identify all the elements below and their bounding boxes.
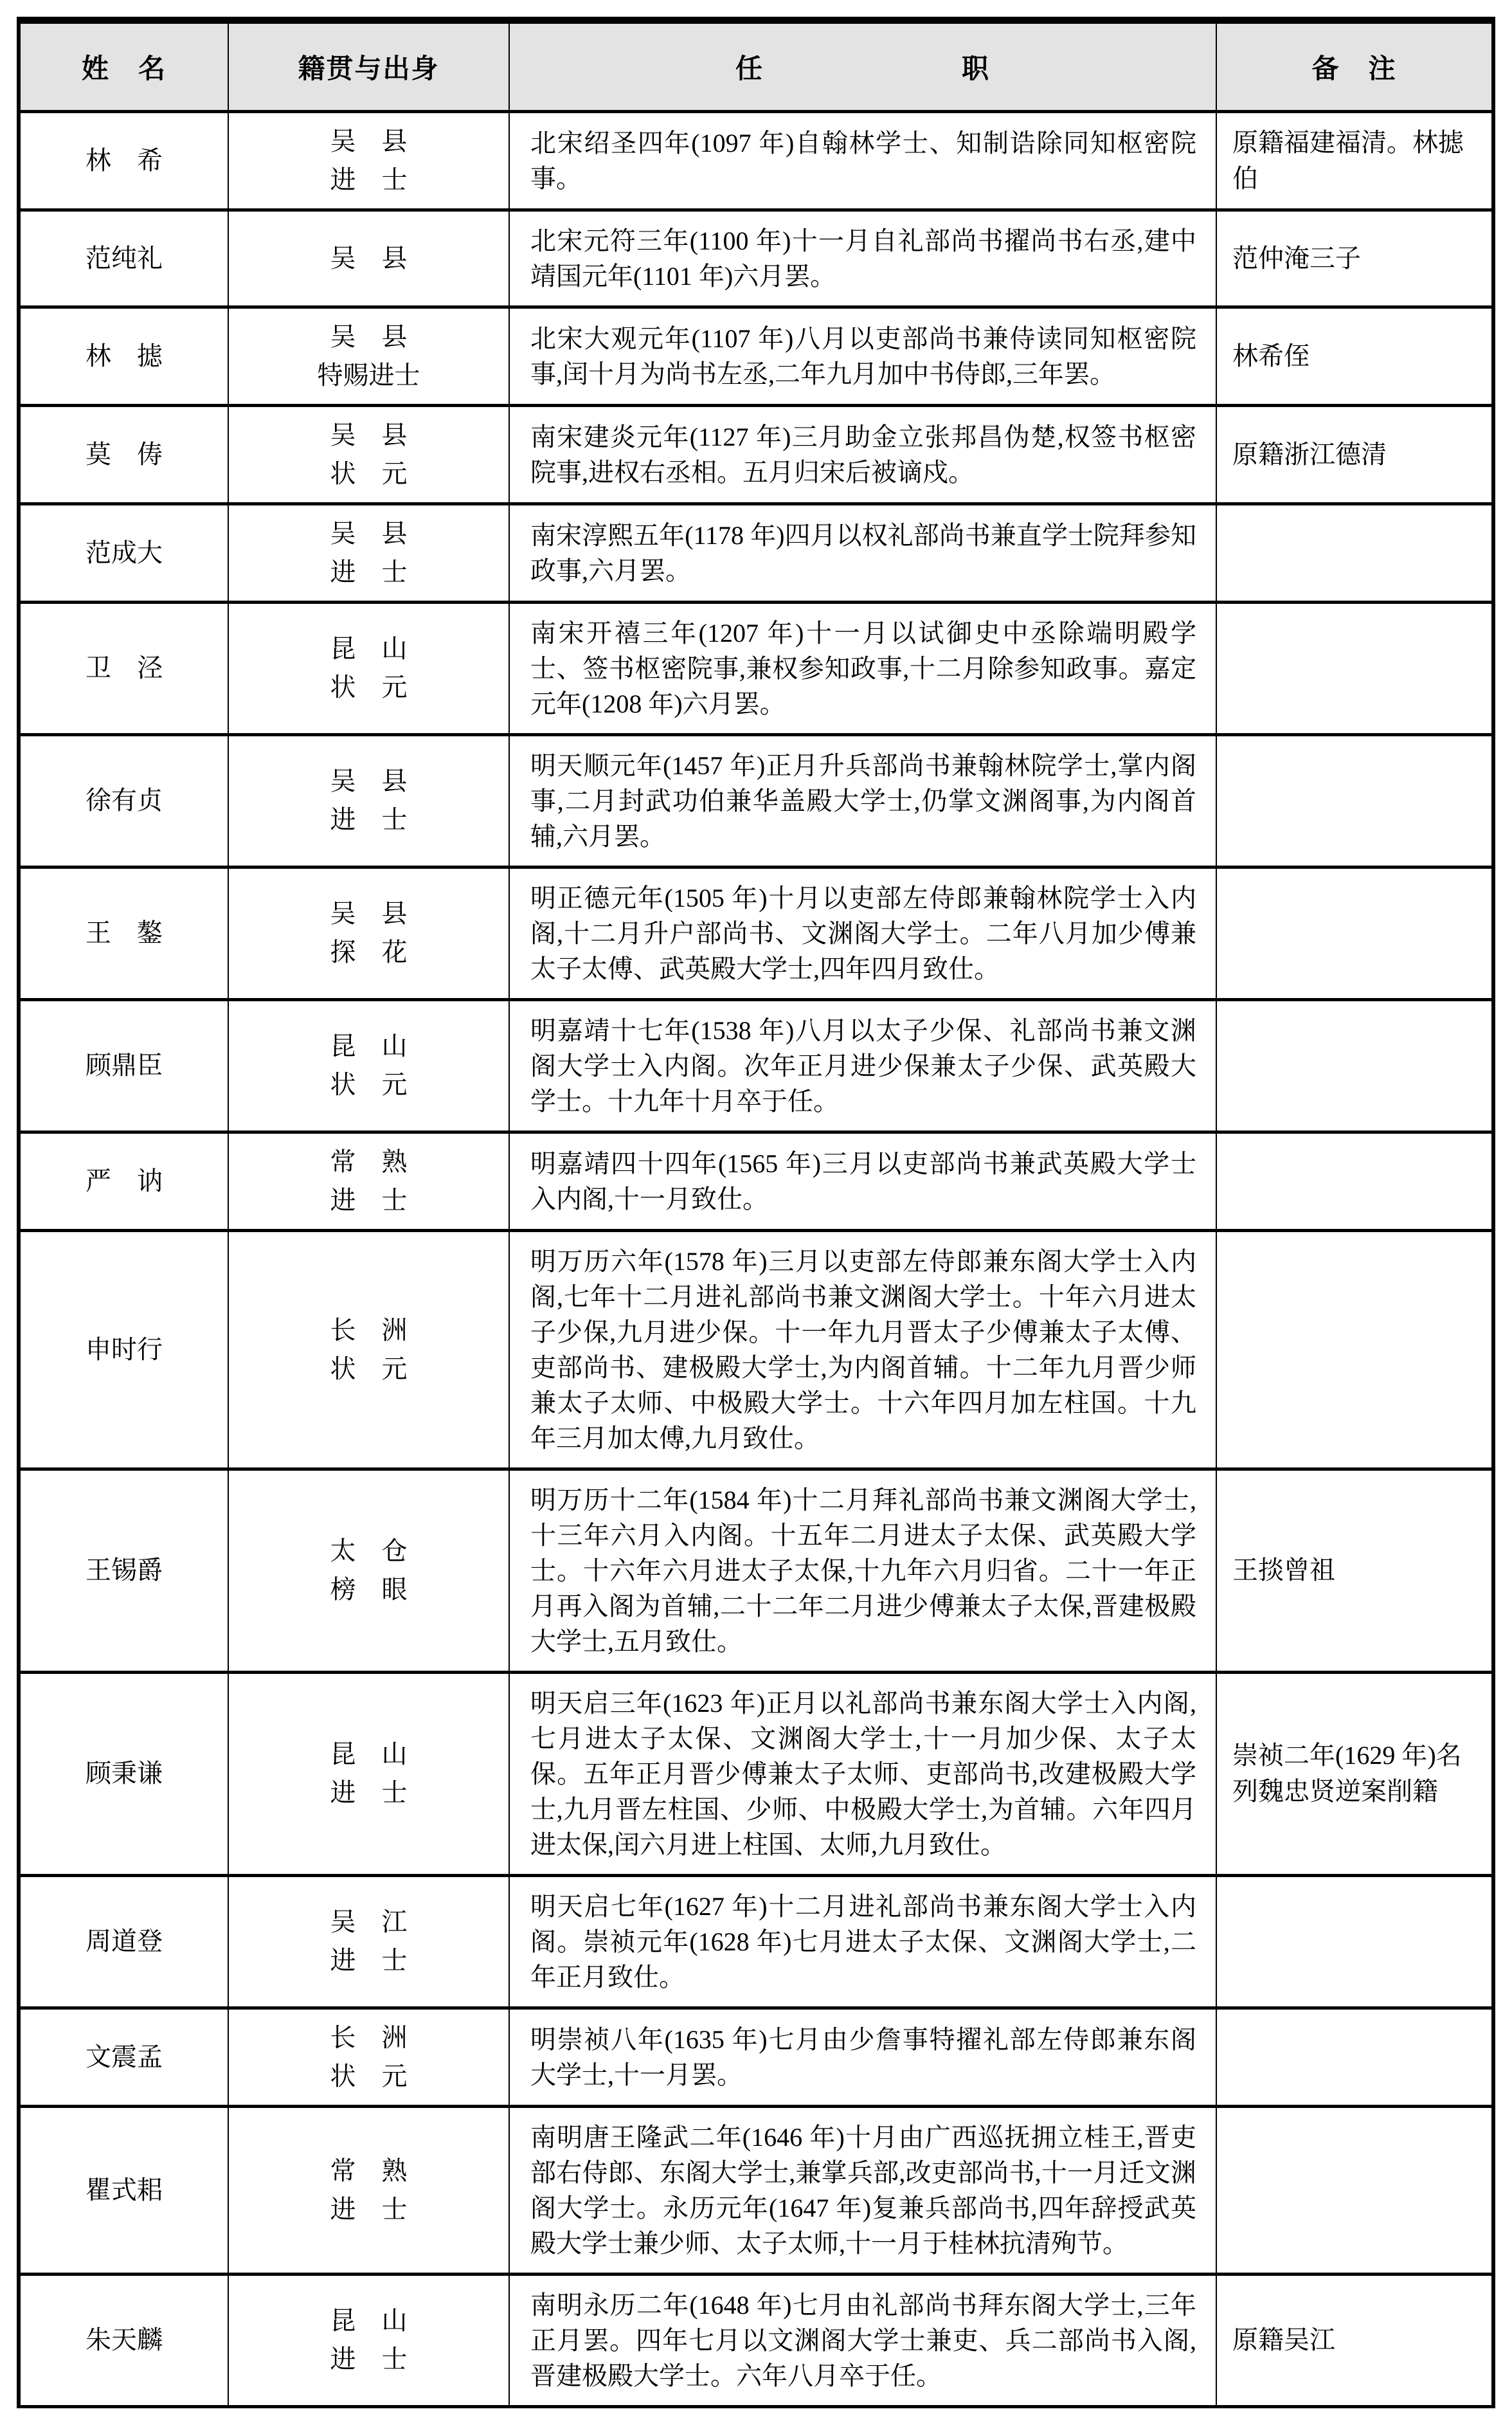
origin-line: 状 元 — [330, 459, 408, 488]
table-row — [21, 1469, 1491, 1672]
appointment-text: 明正德元年(1505 年)十月以吏部左侍郎兼翰林院学士入内阁,十二月升户部尚书、文渊阁大学士。二年八月加少傅兼太子太傅、武英殿大学士,四年四月致仕。 — [509, 867, 1216, 999]
origin-line: 昆 山 — [330, 1031, 408, 1060]
origin-line: 进 士 — [330, 165, 408, 194]
officials-table — [21, 24, 1491, 2405]
origin-status — [228, 2008, 509, 2106]
official-name: 朱天麟 — [86, 2325, 163, 2354]
origin-line: 长 洲 — [330, 1315, 408, 1345]
official-name: 林 希 — [86, 145, 163, 175]
official-name: 林 摅 — [86, 341, 163, 370]
appointment-text: 南宋淳熙五年(1178 年)四月以权礼部尚书兼直学士院拜参知政事,六月罢。 — [509, 504, 1216, 602]
origin-line: 昆 山 — [330, 1739, 408, 1768]
origin-line: 状 元 — [330, 2061, 408, 2091]
origin-line: 进 士 — [330, 557, 408, 586]
origin-line: 吴 县 — [330, 126, 408, 156]
table-row — [21, 504, 1491, 602]
appointment-text: 明万历六年(1578 年)三月以吏部左侍郎兼东阁大学士入内阁,七年十二月进礼部尚书兼文渊阁大学士。十年六月进太子少保,九月进少保。十一年九月晋太子少傅兼太子太傅、吏部尚书、建极殿大学士,为内阁首辅。十二年九月晋少师兼太子太师、中极殿大学士。十六年四月加左柱国。十九年三月加太傅,九月致仕。 — [509, 1230, 1216, 1469]
origin-status — [228, 1875, 509, 2008]
remark-text — [1216, 602, 1491, 734]
appointment-text: 北宋元符三年(1100 年)十一月自礼部尚书擢尚书右丞,建中靖国元年(1101 年)六月罢。 — [509, 210, 1216, 307]
origin-status — [228, 2274, 509, 2405]
origin-line: 状 元 — [330, 1070, 408, 1099]
remark-text — [1216, 1230, 1491, 1469]
table-row — [21, 2008, 1491, 2106]
appointment-text: 明崇祯八年(1635 年)七月由少詹事特擢礼部左侍郎兼东阁大学士,十一月罢。 — [509, 2008, 1216, 2106]
table-row — [21, 2274, 1491, 2405]
origin-line: 进 士 — [330, 2345, 408, 2374]
header-origin: 籍贯与出身 — [228, 24, 509, 111]
origin-status — [228, 307, 509, 405]
origin-status — [228, 405, 509, 504]
official-name: 莫 俦 — [86, 439, 163, 469]
origin-line: 常 熟 — [330, 2156, 408, 2185]
appointment-text: 明天启七年(1627 年)十二月进礼部尚书兼东阁大学士入内阁。崇祯元年(1628 年)七月进太子太保、文渊阁大学士,二年正月致仕。 — [509, 1875, 1216, 2008]
origin-status — [228, 2106, 509, 2274]
remark-text: 原籍福建福清。林摅伯 — [1216, 111, 1491, 210]
origin-line: 特赐进士 — [317, 360, 420, 390]
origin-line: 吴 县 — [330, 243, 408, 273]
official-name: 王锡爵 — [86, 1556, 163, 1585]
appointment-text: 南宋建炎元年(1127 年)三月助金立张邦昌伪楚,权签书枢密院事,进权右丞相。五月归宋后被谪戍。 — [509, 405, 1216, 504]
appointment-text: 北宋绍圣四年(1097 年)自翰林学士、知制诰除同知枢密院事。 — [509, 111, 1216, 210]
origin-line: 太 仓 — [330, 1536, 408, 1565]
official-name: 徐有贞 — [86, 786, 163, 815]
origin-line: 吴 县 — [330, 420, 408, 450]
origin-status — [228, 999, 509, 1132]
official-name: 文震孟 — [86, 2042, 163, 2071]
remark-text: 范仲淹三子 — [1216, 210, 1491, 307]
origin-status — [228, 734, 509, 867]
origin-status — [228, 867, 509, 999]
official-name: 范成大 — [86, 538, 163, 567]
origin-status — [228, 210, 509, 307]
origin-line: 昆 山 — [330, 634, 408, 663]
official-name: 严 讷 — [86, 1166, 163, 1195]
official-name: 周道登 — [86, 1927, 163, 1956]
table-row — [21, 734, 1491, 867]
official-name: 顾鼎臣 — [86, 1051, 163, 1080]
origin-line: 常 熟 — [330, 1147, 408, 1176]
origin-status — [228, 111, 509, 210]
origin-line: 榜 眼 — [330, 1575, 408, 1604]
official-name: 瞿式耜 — [86, 2175, 163, 2204]
official-name: 王 鏊 — [86, 918, 163, 947]
origin-line: 进 士 — [330, 805, 408, 834]
table-row — [21, 307, 1491, 405]
remark-text — [1216, 867, 1491, 999]
origin-line: 状 元 — [330, 673, 408, 702]
remark-text — [1216, 2008, 1491, 2106]
remark-text — [1216, 1875, 1491, 2008]
origin-line: 长 洲 — [330, 2022, 408, 2052]
remark-text: 崇祯二年(1629 年)名列魏忠贤逆案削籍 — [1216, 1672, 1491, 1875]
remark-text: 林希侄 — [1216, 307, 1491, 405]
origin-status — [228, 1230, 509, 1469]
origin-line: 进 士 — [330, 1946, 408, 1975]
appointment-text: 南明永历二年(1648 年)七月由礼部尚书拜东阁大学士,三年正月罢。四年七月以文渊阁大学士兼吏、兵二部尚书入阁,晋建极殿大学士。六年八月卒于任。 — [509, 2274, 1216, 2405]
official-name: 卫 泾 — [86, 653, 163, 682]
origin-status — [228, 1672, 509, 1875]
table-header — [21, 24, 1491, 111]
origin-status — [228, 602, 509, 734]
remark-text — [1216, 999, 1491, 1132]
origin-line: 状 元 — [330, 1354, 408, 1383]
table-row — [21, 1672, 1491, 1875]
table-row — [21, 1875, 1491, 2008]
remark-text — [1216, 1132, 1491, 1230]
table-row — [21, 405, 1491, 504]
origin-line: 吴 江 — [330, 1907, 408, 1936]
origin-status — [228, 1469, 509, 1672]
header-name: 姓 名 — [21, 24, 228, 111]
table-row — [21, 867, 1491, 999]
header-position: 任 职 — [509, 24, 1216, 111]
origin-line: 吴 县 — [330, 322, 408, 351]
table-row — [21, 111, 1491, 210]
remark-text — [1216, 504, 1491, 602]
official-name: 范纯礼 — [86, 243, 163, 273]
official-name: 顾秉谦 — [86, 1759, 163, 1788]
appointment-text: 北宋大观元年(1107 年)八月以吏部尚书兼侍读同知枢密院事,闰十月为尚书左丞,二年九月加中书侍郎,三年罢。 — [509, 307, 1216, 405]
appointment-text: 明天启三年(1623 年)正月以礼部尚书兼东阁大学士入内阁,七月进太子太保、文渊阁大学士,十一月加少保、太子太保。五年正月晋少傅兼太子太师、吏部尚书,改建极殿大学士,九月晋左柱国、少师、中极殿大学士,为首辅。六年四月进太保,闰六月进上柱国、太师,九月致仕。 — [509, 1672, 1216, 1875]
origin-line: 进 士 — [330, 1778, 408, 1807]
table-row — [21, 1132, 1491, 1230]
appointment-text: 明嘉靖四十四年(1565 年)三月以吏部尚书兼武英殿大学士入内阁,十一月致仕。 — [509, 1132, 1216, 1230]
origin-status — [228, 1132, 509, 1230]
official-name: 申时行 — [86, 1334, 163, 1364]
remark-text — [1216, 2106, 1491, 2274]
remark-text — [1216, 734, 1491, 867]
table-row — [21, 210, 1491, 307]
table-row — [21, 1230, 1491, 1469]
appointment-text: 南宋开禧三年(1207 年)十一月以试御史中丞除端明殿学士、签书枢密院事,兼权参知政事,十二月除参知政事。嘉定元年(1208 年)六月罢。 — [509, 602, 1216, 734]
remark-text: 原籍吴江 — [1216, 2274, 1491, 2405]
origin-line: 吴 县 — [330, 899, 408, 928]
appointment-text: 明万历十二年(1584 年)十二月拜礼部尚书兼文渊阁大学士,十三年六月入内阁。十五年二月进太子太保、武英殿大学士。十六年六月进太子太保,十九年六月归省。二十一年正月再入阁为首辅,二十二年二月进少傅兼太子太保,晋建极殿大学士,五月致仕。 — [509, 1469, 1216, 1672]
origin-line: 进 士 — [330, 1185, 408, 1215]
origin-line: 吴 县 — [330, 767, 408, 795]
remark-text: 王掞曾祖 — [1216, 1469, 1491, 1672]
table-row — [21, 2106, 1491, 2274]
appointment-text: 明嘉靖十七年(1538 年)八月以太子少保、礼部尚书兼文渊阁大学士入内阁。次年正月进少保兼太子少保、武英殿大学士。十九年十月卒于任。 — [509, 999, 1216, 1132]
remark-text: 原籍浙江德清 — [1216, 405, 1491, 504]
origin-status — [228, 504, 509, 602]
appointment-text: 明天顺元年(1457 年)正月升兵部尚书兼翰林院学士,掌内阁事,二月封武功伯兼华盖殿大学士,仍掌文渊阁事,为内阁首辅,六月罢。 — [509, 734, 1216, 867]
origin-line: 吴 县 — [330, 518, 408, 548]
table-row — [21, 999, 1491, 1132]
origin-line: 昆 山 — [330, 2306, 408, 2335]
header-remark: 备 注 — [1216, 24, 1491, 111]
table-body — [21, 111, 1491, 2405]
table-row — [21, 602, 1491, 734]
origin-line: 进 士 — [330, 2194, 408, 2224]
table-border-frame — [17, 17, 1495, 2408]
header-row — [21, 24, 1491, 111]
origin-line: 探 花 — [330, 938, 408, 967]
appointment-text: 南明唐王隆武二年(1646 年)十月由广西巡抚拥立桂王,晋吏部右侍郎、东阁大学士,兼掌兵部,改吏部尚书,十一月迁文渊阁大学士。永历元年(1647 年)复兼兵部尚书,四年辞授武英殿大学士兼少师、太子太师,十一月于桂林抗清殉节。 — [509, 2106, 1216, 2274]
